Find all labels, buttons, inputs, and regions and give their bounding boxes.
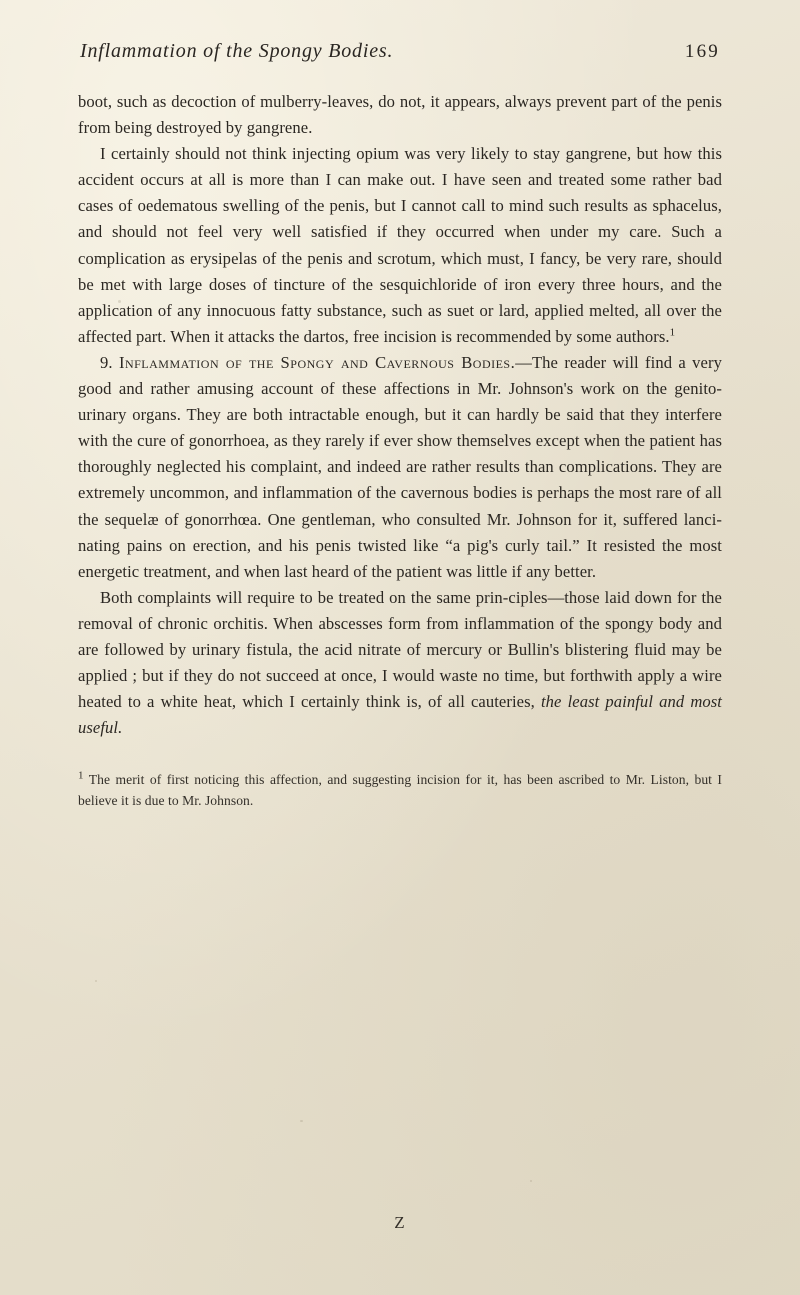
paragraph-opening xyxy=(78,89,722,141)
paper-speck xyxy=(530,1180,532,1182)
paragraph-section-9 xyxy=(78,350,722,585)
section-body-text: The reader will find a very good and rather amusing account of these affections in Mr. Johnson's work on the genito-urinary organs. They are both intractable enough, but it can hardly be said that they interfere with the cure of gonorrhoea, as they rarely if ever show themselves except when the patient has thoroughly neglected his complaint, and indeed are rather results than complications. They are extremely uncommon, and inflammation of the cavernous bodies is perhaps the most rare of all the sequelæ of gonorrhœa. One gentleman, who consulted Mr. Johnson for it, suffered lanci-nating pains on erection, and his penis twisted like “a pig's curly tail.” It resisted the most energetic treatment, and when last heard of the patient was little if any better. xyxy=(78,352,722,581)
paragraph-opening-text: boot, such as decoction of mulberry-leaves, do not, it appears, always prevent part of the penis from being destroyed by gangrene. xyxy=(78,92,722,138)
signature-mark: Z xyxy=(394,1213,406,1232)
running-head xyxy=(78,40,722,63)
footnote-reference: 1 xyxy=(669,326,676,339)
body-text xyxy=(78,89,722,741)
section-number: 9. xyxy=(100,352,113,372)
footnote-marker: 1 xyxy=(78,769,84,782)
paragraph-both-complaints xyxy=(78,585,722,742)
paper-speck xyxy=(95,980,97,982)
footnote-block xyxy=(78,769,722,811)
footnote-text: The merit of first noticing this affection, and suggesting incision for it, has been ascribed to Mr. Liston, but I believe it is due to Mr. Johnson. xyxy=(78,772,723,809)
footnote-line xyxy=(78,769,722,811)
paper-speck xyxy=(300,1120,303,1122)
paragraph-gangrene-text: I certainly should not think injecting opium was very likely to stay gangrene, but how this accident occurs at all is more than I can make out. I have seen and treated some rather bad cases of oedematous swelling of the penis, but I cannot call to mind such results as sphacelus, and should not feel very well satisfied if they occurred when under my care. Such a complication as erysipelas of the penis and scrotum, which must, I fancy, be very rare, should be met with large doses of tincture of the sesquichloride of iron every three hours, and the application of any innocuous fatty substance, such as suet or lard, applied melted, all over the affected part. When it attacks the dartos, free incision is recommended by some authors. xyxy=(78,144,722,346)
section-dash: — xyxy=(515,352,532,372)
page-folio: 169 xyxy=(684,41,720,62)
paragraph-gangrene xyxy=(78,141,722,350)
running-head-title: Inflammation of the Spongy Bodies. xyxy=(80,40,394,62)
paragraph-italic-phrase: the least painful and most useful. xyxy=(78,692,722,738)
paragraph-both-complaints-text: Both complaints will require to be treated on the same prin-ciples—those laid down for the removal of chronic orchitis. When abscesses form from inflammation of the spongy body and are followed by urinary fistula, the acid nitrate of mercury or Bullin's blistering fluid may be applied ; but if they do not succeed at once, I would waste no time, but forthwith apply a wire heated to a white heat, which I certainly think is, of all cauteries, xyxy=(78,587,722,712)
section-heading: Inflammation of the Spongy and Cavernous Bodies. xyxy=(118,352,516,372)
